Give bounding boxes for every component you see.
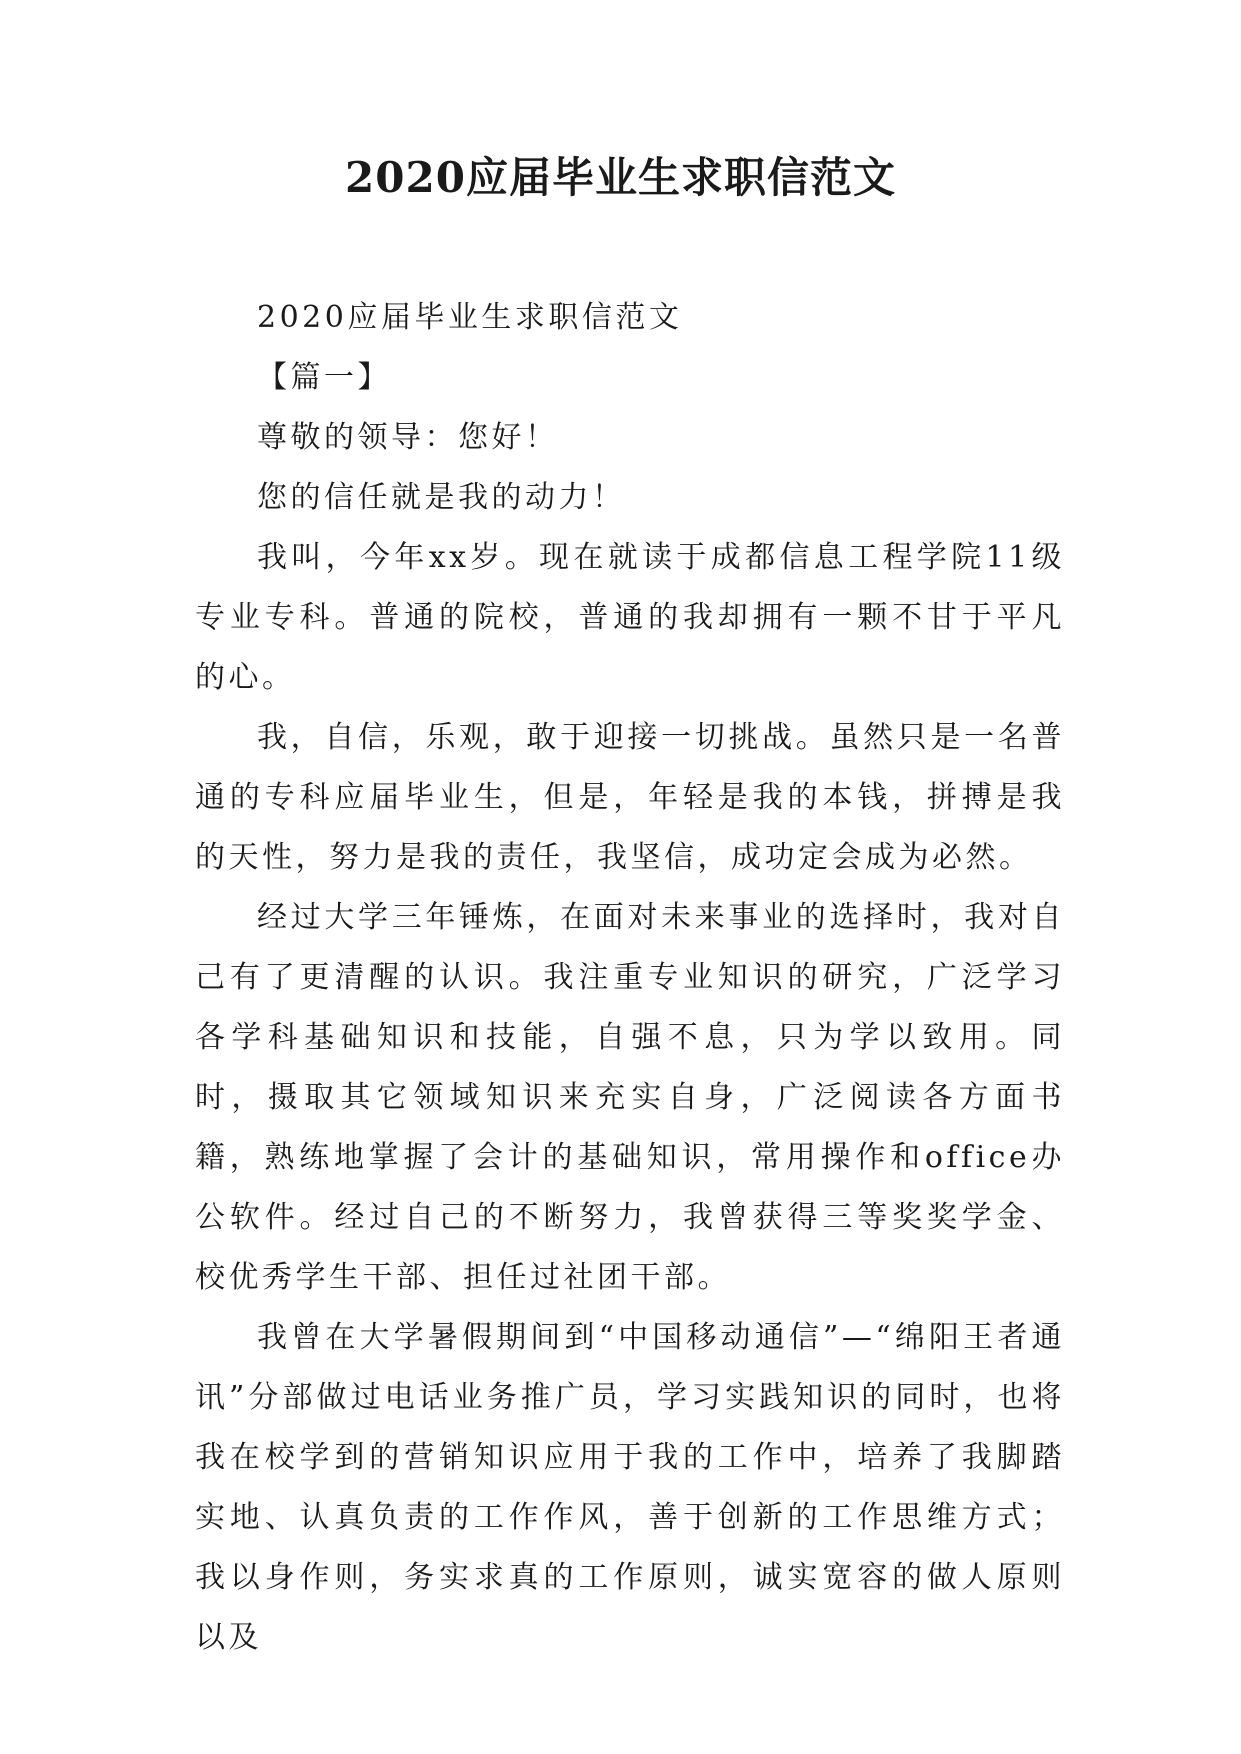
paragraph-subtitle: 2020应届毕业生求职信范文 [257, 300, 683, 335]
paragraph-section-label: 【篇一】 [257, 360, 391, 395]
paragraph-motto: 您的信任就是我的动力！ [257, 480, 626, 515]
paragraph-personality: 我，自信，乐观，敢于迎接一切挑战。虽然只是一名普通的专科应届毕业生，但是，年轻是我的本钱，拼搏是我的天性，努力是我的责任，我坚信，成功定会成为必然。 [195, 720, 1065, 875]
paragraph-greeting: 尊敬的领导：您好！ [257, 420, 559, 455]
paragraph-experience: 我曾在大学暑假期间到“中国移动通信”—“绵阳王者通讯”分部做过电话业务推广员，学习实践知识的同时，也将我在校学到的营销知识应用于我的工作中，培养了我脚踏实地、认真负责的工作作风，善于创新的工作思维方式；我以身作则，务实求真的工作原则，诚实宽容的做人原则以及 [195, 1320, 1065, 1655]
document-body [195, 288, 1065, 1668]
paragraph-education: 经过大学三年锤炼，在面对未来事业的选择时，我对自己有了更清醒的认识。我注重专业知识的研究，广泛学习各学科基础知识和技能，自强不息，只为学以致用。同时，摄取其它领域知识来充实自身，广泛阅读各方面书籍，熟练地掌握了会计的基础知识，常用操作和office办公软件。经过自己的不断努力，我曾获得三等奖奖学金、校优秀学生干部、担任过社团干部。 [195, 900, 1065, 1295]
document-title: 2020应届毕业生求职信范文 [345, 153, 896, 202]
paragraph-introduction: 我叫，今年xx岁。现在就读于成都信息工程学院11级专业专科。普通的院校，普通的我却拥有一颗不甘于平凡的心。 [195, 540, 1065, 695]
